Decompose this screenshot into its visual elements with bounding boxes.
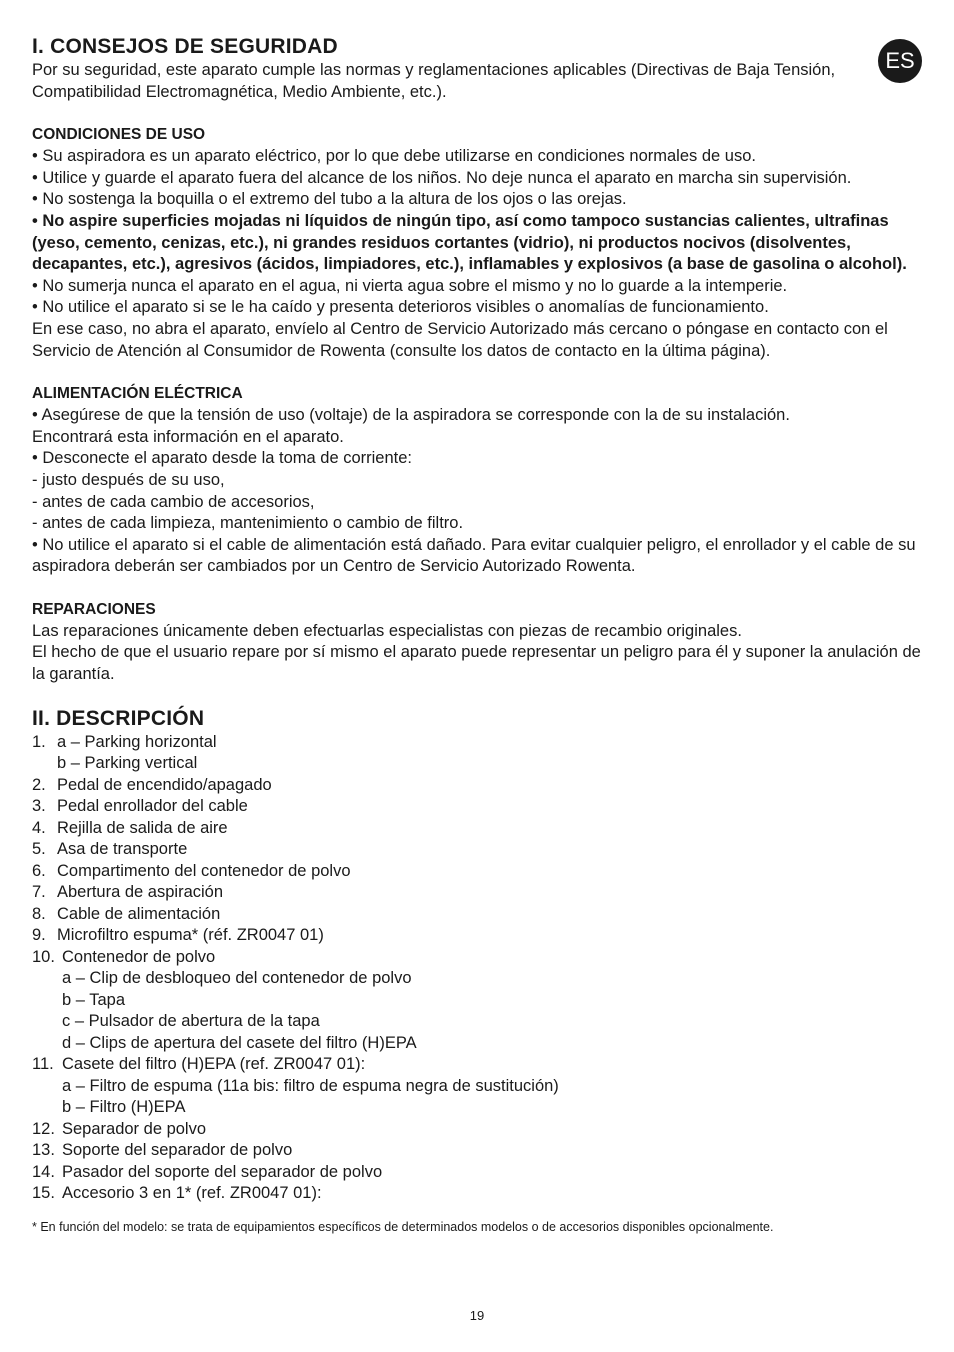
description-item-text: Contenedor de polvo: [62, 947, 216, 966]
description-item: [32, 1011, 922, 1033]
use-bullet-5: • No sumerja nunca el aparato en el agua, ni vierta agua sobre el mismo y no lo guarde a la intemperie.: [32, 276, 788, 295]
description-item-text: b – Filtro (H)EPA: [62, 1098, 186, 1117]
description-item: [32, 1183, 922, 1205]
description-item-number: 12.: [32, 1119, 55, 1138]
description-item-number: 11.: [32, 1055, 54, 1074]
document-page: [32, 34, 922, 1235]
description-item: [32, 775, 922, 797]
use-bullet-3: • No sostenga la boquilla o el extremo del tubo a la altura de los ojos o las orejas.: [32, 190, 627, 209]
description-item: [32, 839, 922, 861]
use-paragraph-service: En ese caso, no abra el aparato, envíelo al Centro de Servicio Autorizado más cercano o póngase en contacto con el Servicio de Atención al Consumidor de Rowenta (consulte los datos de contacto en la última página).: [32, 319, 888, 360]
description-item-text: a – Filtro de espuma (11a bis: filtro de espuma negra de sustitución): [62, 1076, 559, 1095]
description-item-text: Pedal de encendido/apagado: [57, 775, 272, 794]
description-item-number: 15.: [32, 1184, 55, 1203]
description-item-number: 2.: [32, 775, 46, 794]
description-item: [32, 732, 922, 754]
description-item-text: b – Parking vertical: [57, 754, 198, 773]
power-line-7: • No utilice el aparato si el cable de alimentación está dañado. Para evitar cualquier peligro, el enrollador y el cable de su aspiradora deberán ser cambiados por un Centro de Servicio Autorizado Rowenta.: [32, 535, 916, 576]
description-item-text: Soporte del separador de polvo: [62, 1141, 293, 1160]
description-item-text: b – Tapa: [62, 990, 126, 1009]
power-line-3: • Desconecte el aparato desde la toma de corriente:: [32, 449, 412, 468]
description-item: [32, 1076, 922, 1098]
power-line-6: - antes de cada limpieza, mantenimiento o cambio de filtro.: [32, 514, 464, 533]
language-badge: ES: [878, 39, 922, 83]
description-item: [32, 1140, 922, 1162]
power-line-2: Encontrará esta información en el aparato.: [32, 427, 344, 446]
repairs-line-2: El hecho de que el usuario repare por sí mismo el aparato puede representar un peligro para él y suponer la anulación de la garantía.: [32, 643, 921, 684]
description-item: [32, 925, 922, 947]
use-bullet-warning: • No aspire superficies mojadas ni líquidos de ningún tipo, así como tampoco sustancias calientes, ultrafinas (yeso, cemento, cenizas, etc.), ni grandes residuos cortantes (vidrio), ni productos nocivos (disolventes, decapantes, etc.), agresivos (ácidos, limpiadores, etc.), inflamables y explosivos (a base de gasolina o alcohol).: [32, 211, 907, 274]
description-item: [32, 1054, 922, 1076]
repairs-line-1: Las reparaciones únicamente deben efectuarlas especialistas con piezas de recambio originales.: [32, 621, 742, 640]
description-item-number: 5.: [32, 840, 46, 859]
description-item: [32, 904, 922, 926]
description-item: [32, 1033, 922, 1055]
description-item: [32, 1119, 922, 1141]
description-item-text: Pasador del soporte del separador de polvo: [62, 1162, 383, 1181]
description-item-text: Microfiltro espuma* (réf. ZR0047 01): [57, 926, 324, 945]
description-item-number: 9.: [32, 926, 46, 945]
use-bullet-2: • Utilice y guarde el aparato fuera del alcance de los niños. No deje nunca el aparato en marcha sin supervisión.: [32, 168, 852, 187]
description-item-number: 7.: [32, 883, 46, 902]
heading-power-supply: ALIMENTACIÓN ELÉCTRICA: [32, 385, 243, 403]
description-item: [32, 1162, 922, 1184]
description-item-text: Abertura de aspiración: [57, 883, 224, 902]
description-item: [32, 861, 922, 883]
description-item-text: Separador de polvo: [62, 1119, 207, 1138]
description-item-number: 13.: [32, 1141, 55, 1160]
use-bullet-1: • Su aspiradora es un aparato eléctrico, por lo que debe utilizarse en condiciones normales de uso.: [32, 147, 756, 166]
description-item-text: Casete del filtro (H)EPA (ref. ZR0047 01):: [62, 1055, 366, 1074]
description-item-number: 6.: [32, 861, 46, 880]
footnote: * En función del modelo: se trata de equipamientos específicos de determinados modelos o de accesorios disponibles opcionalmente.: [32, 1219, 774, 1234]
section-title-safety: I. CONSEJOS DE SEGURIDAD: [32, 35, 338, 58]
page-number: 19: [469, 1308, 485, 1323]
description-item-text: Accesorio 3 en 1* (ref. ZR0047 01):: [62, 1184, 322, 1203]
description-item-text: a – Parking horizontal: [57, 732, 217, 751]
description-item: [32, 990, 922, 1012]
description-item-text: Cable de alimentación: [57, 904, 221, 923]
power-line-1: • Asegúrese de que la tensión de uso (voltaje) de la aspiradora se corresponde con la de su instalación.: [32, 406, 790, 425]
description-list: [32, 732, 922, 1205]
description-item-text: Rejilla de salida de aire: [57, 818, 228, 837]
description-item: [32, 818, 922, 840]
description-item-text: Asa de transporte: [57, 840, 188, 859]
description-item-text: a – Clip de desbloqueo del contenedor de polvo: [62, 969, 412, 988]
use-bullet-6: • No utilice el aparato si se le ha caído y presenta deterioros visibles o anomalías de funcionamiento.: [32, 298, 769, 317]
description-item-number: 4.: [32, 818, 46, 837]
description-item: [32, 968, 922, 990]
safety-intro: Por su seguridad, este aparato cumple las normas y reglamentaciones aplicables (Directivas de Baja Tensión, Compatibilidad Electromagnética, Medio Ambiente, etc.).: [32, 61, 836, 101]
description-item: [32, 882, 922, 904]
heading-conditions-of-use: CONDICIONES DE USO: [32, 126, 206, 144]
description-item: [32, 753, 922, 775]
description-item-text: Compartimento del contenedor de polvo: [57, 861, 351, 880]
description-item-text: d – Clips de apertura del casete del filtro (H)EPA: [62, 1033, 417, 1052]
description-item-text: Pedal enrollador del cable: [57, 797, 248, 816]
section-title-description: II. DESCRIPCIÓN: [32, 706, 205, 730]
description-item-number: 14.: [32, 1162, 55, 1181]
description-item-number: 1.: [32, 732, 46, 751]
heading-repairs: REPARACIONES: [32, 600, 156, 618]
power-line-5: - antes de cada cambio de accesorios,: [32, 492, 315, 511]
power-line-4: - justo después de su uso,: [32, 470, 225, 489]
description-item: [32, 947, 922, 969]
description-item: [32, 796, 922, 818]
description-item-text: c – Pulsador de abertura de la tapa: [62, 1012, 320, 1031]
description-item-number: 8.: [32, 904, 46, 923]
description-item-number: 3.: [32, 797, 46, 816]
description-item: [32, 1097, 922, 1119]
description-item-number: 10.: [32, 947, 55, 966]
